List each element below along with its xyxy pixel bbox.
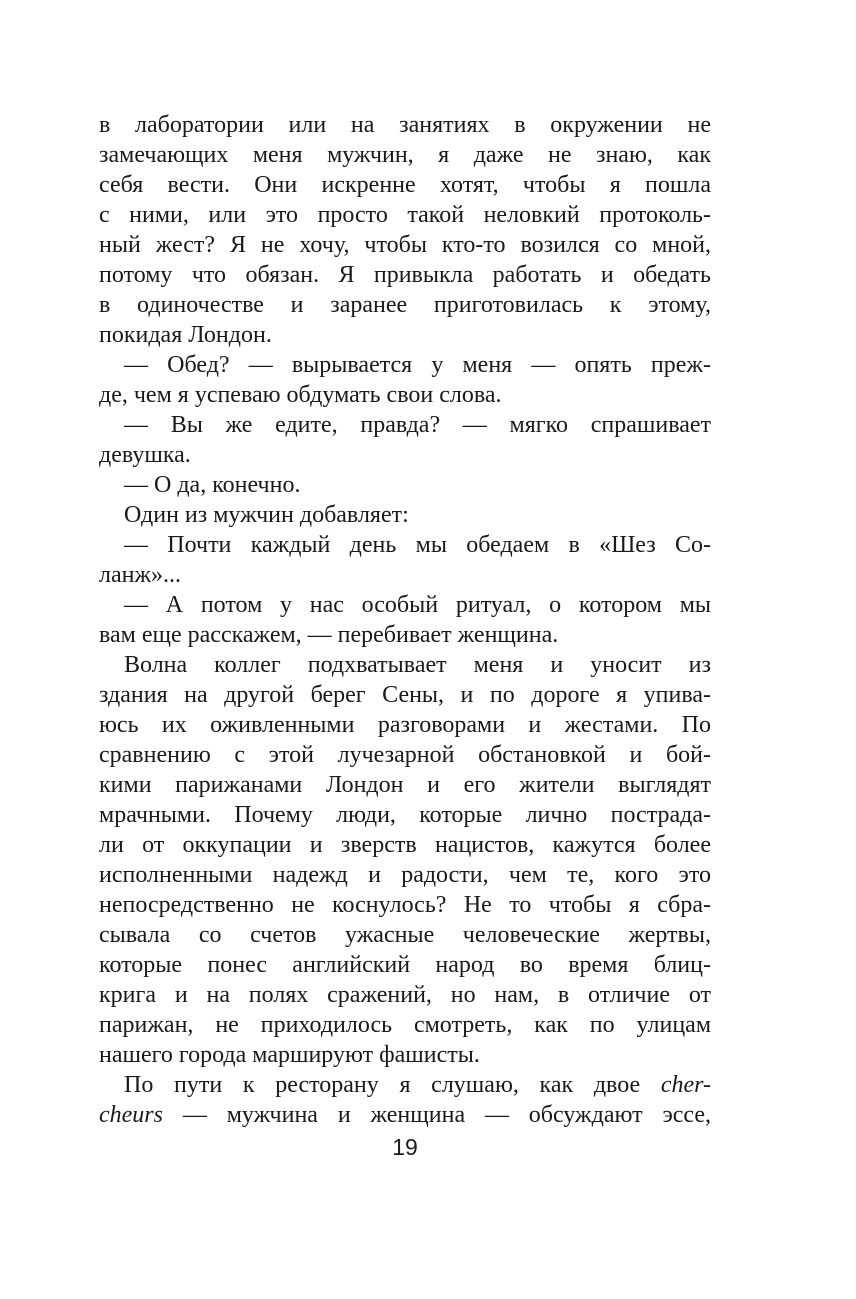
text-segment: — Почти каждый день мы обедаем в «Шез Со- (124, 532, 711, 558)
text-segment: вам еще расскажем, — перебивает женщина. (99, 622, 559, 648)
text-line (99, 560, 711, 590)
text-line (99, 680, 711, 710)
text-segment: ланж»... (99, 562, 182, 588)
paragraph (99, 530, 711, 590)
text-line (99, 140, 711, 170)
text-line (99, 950, 711, 980)
text-segment: непосредственно не коснулось? Не то чтобы я сбра- (99, 892, 711, 918)
text-segment: кими парижанами Лондон и его жители выглядят (99, 772, 711, 798)
text-line (99, 380, 711, 410)
text-segment: мрачными. Почему люди, которые лично пострада- (99, 802, 711, 828)
text-segment: — А потом у нас особый ритуал, о котором мы (124, 592, 711, 618)
text-segment: исполненными надежд и радости, чем те, кого это (99, 862, 711, 888)
italic-text-segment: cheurs (99, 1102, 163, 1128)
text-segment: девушка. (99, 442, 191, 468)
text-line (99, 710, 711, 740)
text-line (99, 650, 711, 680)
text-line (99, 770, 711, 800)
text-line (99, 740, 711, 770)
text-line (99, 890, 711, 920)
text-line (99, 1040, 711, 1070)
text-segment: здания на другой берег Сены, и по дороге я упива- (99, 682, 711, 708)
paragraph (99, 350, 711, 410)
text-segment: парижан, не приходилось смотреть, как по улицам (99, 1012, 711, 1038)
paragraph (99, 470, 711, 500)
text-line (99, 530, 711, 560)
text-line (99, 320, 711, 350)
text-segment: замечающих меня мужчин, я даже не знаю, как (99, 142, 711, 168)
text-line (99, 200, 711, 230)
italic-text-segment: cher- (660, 1072, 711, 1098)
text-line (99, 830, 711, 860)
paragraph (99, 410, 711, 470)
text-segment: сравнению с этой лучезарной обстановкой и бой- (99, 742, 711, 768)
text-line (99, 800, 711, 830)
text-line (99, 350, 711, 380)
text-segment: ли от оккупации и зверств нацистов, кажутся более (99, 832, 711, 858)
text-line (99, 470, 711, 500)
text-line (99, 920, 711, 950)
paragraph (99, 650, 711, 1070)
text-line (99, 1100, 711, 1130)
text-segment: Волна коллег подхватывает меня и уносит из (124, 652, 711, 678)
text-segment: — Вы же едите, правда? — мягко спрашивает (124, 412, 711, 438)
text-line (99, 1070, 711, 1100)
text-line (99, 260, 711, 290)
page-number: 19 (392, 1134, 418, 1160)
text-line (99, 290, 711, 320)
text-line (99, 590, 711, 620)
text-line (99, 860, 711, 890)
text-line (99, 440, 711, 470)
text-line (99, 980, 711, 1010)
text-line (99, 620, 711, 650)
paragraph (99, 500, 711, 530)
text-segment: сывала со счетов ужасные человеческие жертвы, (99, 922, 711, 948)
text-segment: ный жест? Я не хочу, чтобы кто-то возился со мной, (99, 232, 711, 258)
text-segment: — Обед? — вырывается у меня — опять преж- (124, 352, 711, 378)
paragraph (99, 1070, 711, 1130)
text-segment: потому что обязан. Я привыкла работать и обедать (99, 262, 711, 288)
text-segment: — мужчина и женщина — обсуждают эссе, (162, 1102, 711, 1128)
text-segment: себя вести. Они искренне хотят, чтобы я пошла (99, 172, 711, 198)
text-line (99, 230, 711, 260)
text-segment: нашего города маршируют фашисты. (99, 1042, 480, 1068)
text-segment: в одиночестве и заранее приготовилась к этому, (99, 292, 711, 318)
text-segment: По пути к ресторану я слушаю, как двое (124, 1072, 661, 1098)
paragraph (99, 590, 711, 650)
text-segment: покидая Лондон. (99, 322, 272, 348)
text-segment: де, чем я успеваю обдумать свои слова. (99, 382, 502, 408)
text-segment: с ними, или это просто такой неловкий протоколь- (99, 202, 711, 228)
text-line (99, 170, 711, 200)
text-segment: Один из мужчин добавляет: (124, 502, 409, 528)
text-line (99, 1010, 711, 1040)
page-text (99, 110, 711, 1130)
text-line (99, 110, 711, 140)
text-segment: которые понес английский народ во время блиц- (99, 952, 711, 978)
text-segment: в лаборатории или на занятиях в окружении не (99, 112, 711, 138)
text-segment: юсь их оживленными разговорами и жестами. По (99, 712, 711, 738)
text-line (99, 410, 711, 440)
text-segment: — О да, конечно. (124, 472, 301, 498)
text-line (99, 500, 711, 530)
paragraph (99, 110, 711, 350)
text-segment: крига и на полях сражений, но нам, в отличие от (99, 982, 711, 1008)
